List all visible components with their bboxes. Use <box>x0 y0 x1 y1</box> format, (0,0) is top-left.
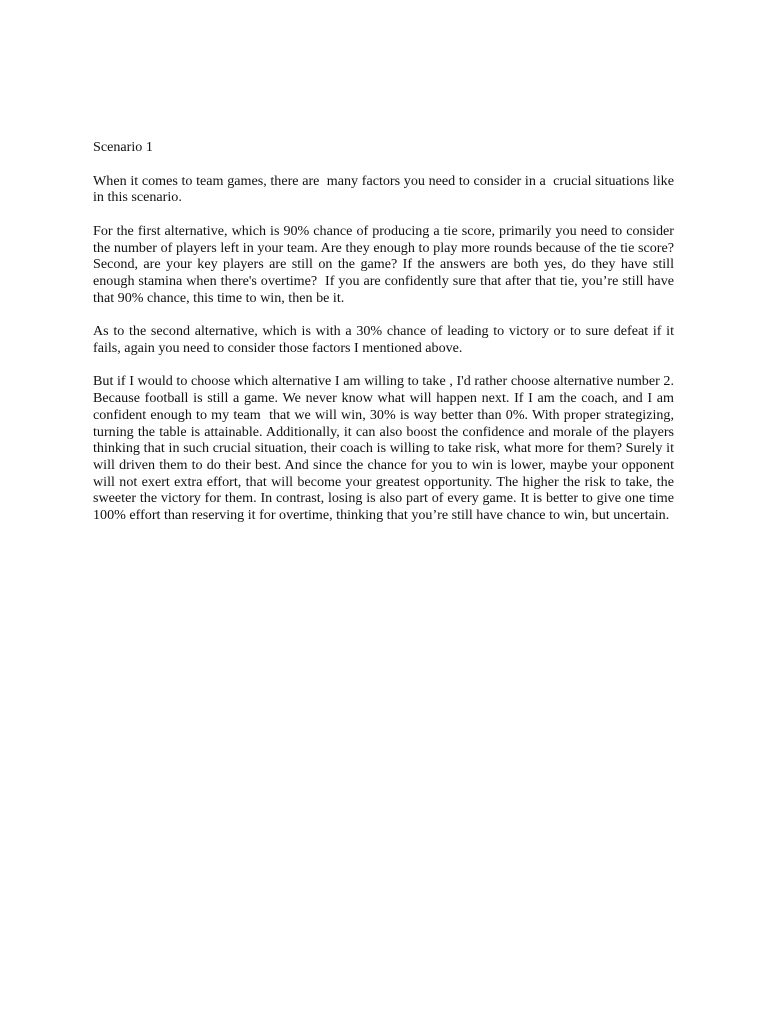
paragraph-second-alternative: As to the second alternative, which is with a 30% chance of leading to victory or to sure defeat if it fails, again you need to consider those factors I mentioned above. <box>93 323 678 356</box>
paragraph-first-alternative: For the first alternative, which is 90% chance of producing a tie score, primarily you need to consider the number of players left in your team. Are they enough to play more rounds because of the tie score? Second, are your key players are still on the game? If the answers are both yes, do they have still enough stamina when there's overtime? If you are confidently sure that after that tie, you’re still have that 90% chance, this time to win, then be it. <box>93 222 678 306</box>
paragraph-intro: When it comes to team games, there are many factors you need to consider in a crucial situations like in this scenario. <box>93 172 678 206</box>
paragraph-conclusion: But if I would to choose which alternative I am willing to take , I'd rather choose alternative number 2. Because football is still a game. We never know what will happen next. If I am the coach, and I am confident enough to my team that we will win, 30% is way better than 0%. With proper strategizing, turning the table is attainable. Additionally, it can also boost the confidence and morale of the players thinking that in such crucial situation, their coach is willing to take risk, what more for them? Surely it will driven them to do their best. And since the chance for you to win is lower, maybe your opponent will not exert extra effort, that will become your greatest opportunity. The higher the risk to take, the sweeter the victory for them. In contrast, losing is also part of every game. It is better to give one time 100% effort than reserving it for overtime, thinking that you’re still have chance to win, but uncertain. <box>93 373 678 524</box>
document-page <box>93 139 678 541</box>
document-title: Scenario 1 <box>93 139 153 155</box>
